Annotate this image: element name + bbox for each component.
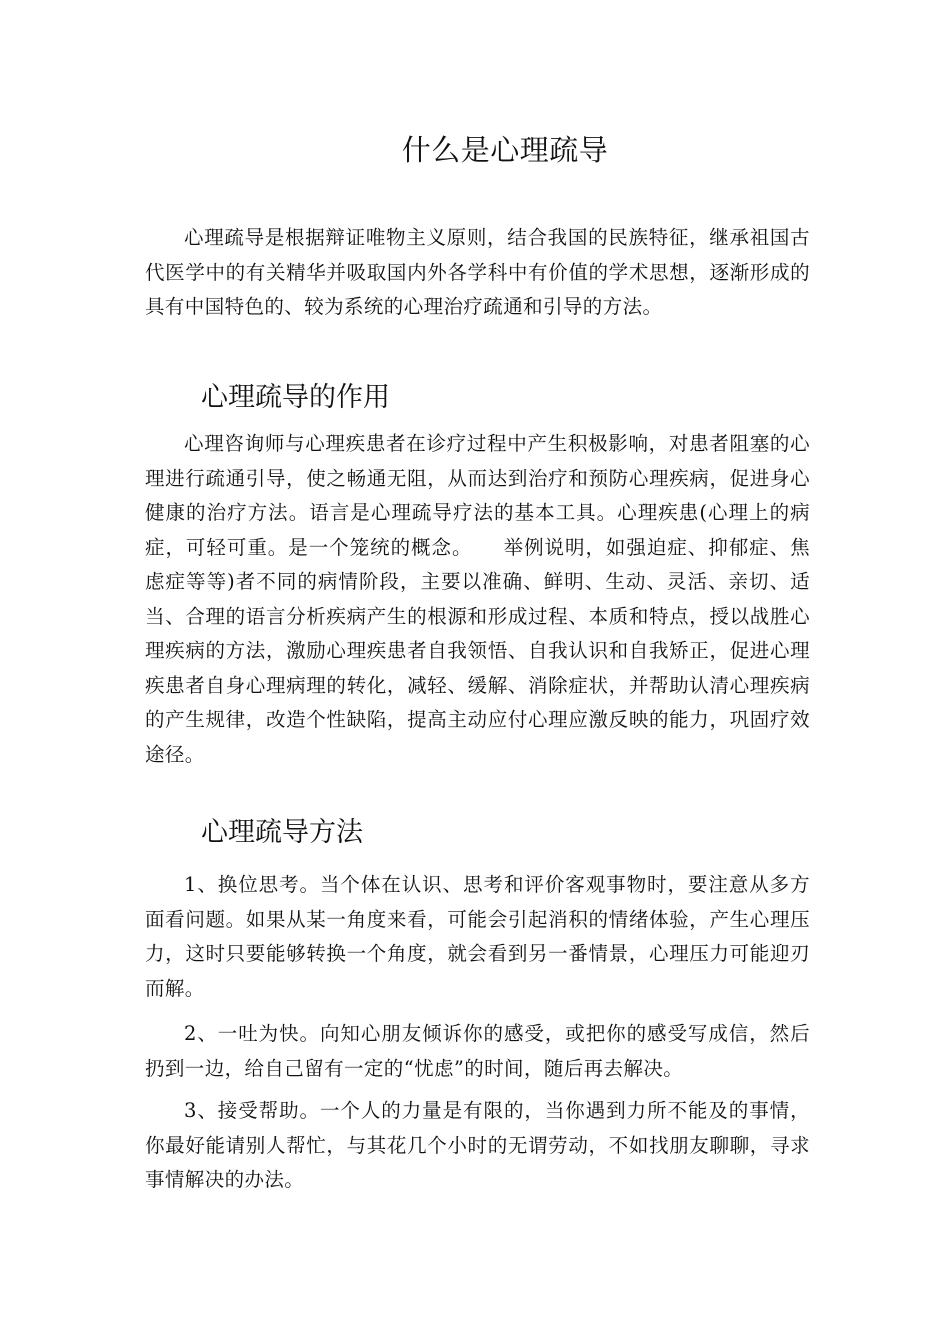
intro-paragraph: 心理疏导是根据辩证唯物主义原则，结合我国的民族特征，继承祖国古代医学中的有关精华并吸取国内外各学科中有价值的学术思想，逐渐形成的具有中国特色的、较为系统的心理治疗疏通和引导的方法。 [145, 226, 810, 318]
section-heading-effect: 心理疏导的作用 [201, 382, 390, 413]
page-title: 什么是心理疏导 [401, 133, 609, 167]
section-effect-paragraph: 心理咨询师与心理疾患者在诊疗过程中产生积极影响，对患者阻塞的心理进行疏通引导，使之畅通无阻，从而达到治疗和预防心理疾病，促进身心健康的治疗方法。语言是心理疏导疗法的基本工具。心理疾患(心理上的病症，可轻可重。是一个笼统的概念。 举例说明，如强迫症、抑郁症、焦虑症等等)者不同的病情阶段，主要以准确、鲜明、生动、灵活、亲切、适当、合理的语言分析疾病产生的根源和形成过程、本质和特点，授以战胜心理疾病的方法，激励心理疾患者自我领悟、自我认识和自我矫正，促进心理疾患者自身心理病理的转化，减轻、缓解、消除症状，并帮助认清心理疾病的产生规律，改造个性缺陷，提高主动应付心理应激反映的能力，巩固疗效途径。 [145, 432, 810, 766]
section-heading-methods: 心理疏导方法 [201, 817, 363, 848]
method-item-1: 1、换位思考。当个体在认识、思考和评价客观事物时，要注意从多方面看问题。如果从某一角度来看，可能会引起消积的情绪体验，产生心理压力，这时只要能够转换一个角度，就会看到另一番情景，心理压力可能迎刃而解。 [145, 873, 810, 1000]
method-item-3: 3、接受帮助。一个人的力量是有限的，当你遇到力所不能及的事情，你最好能请别人帮忙，与其花几个小时的无谓劳动，不如找朋友聊聊，寻求事情解决的办法。 [145, 1099, 810, 1191]
method-item-2: 2、一吐为快。向知心朋友倾诉你的感受，或把你的感受写成信，然后扔到一边，给自己留有一定的“忧虑”的时间，随后再去解决。 [145, 1022, 810, 1080]
